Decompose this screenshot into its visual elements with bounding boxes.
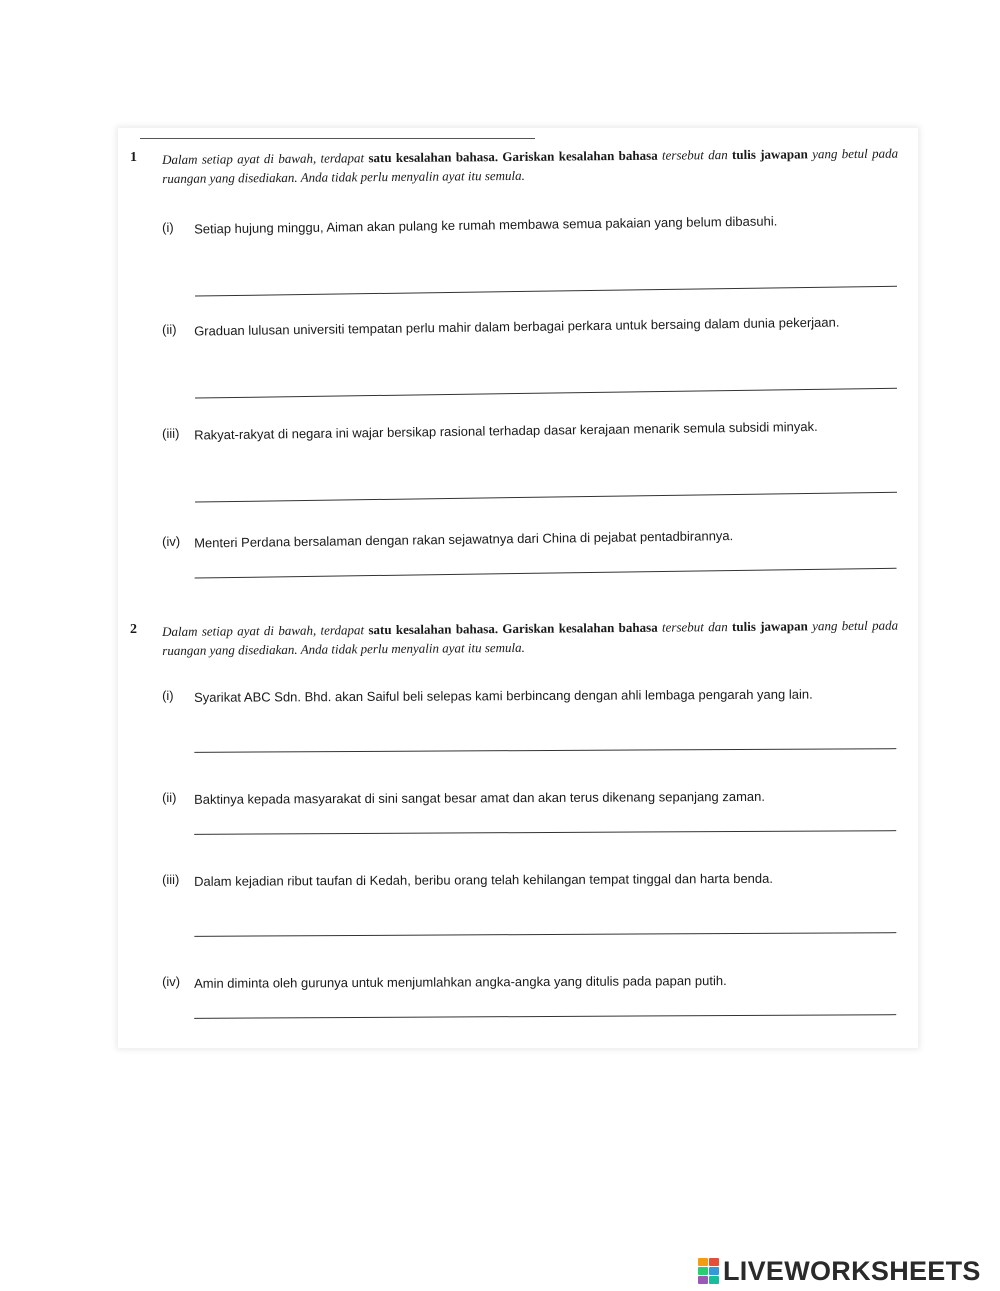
question-number: 1 (130, 150, 137, 165)
item-number: (iv) (162, 533, 181, 549)
question-instruction: Dalam setiap ayat di bawah, terdapat satu kesalahan bahasa. Gariskan kesalahan bahasa tersebut dan tulis jawapan yang betul pada ruangan yang disediakan. Anda tidak perlu menyalin ayat itu semula. (162, 617, 899, 658)
scanned-worksheet (118, 128, 918, 1048)
logo-square (709, 1267, 719, 1275)
item-number: (iii) (162, 871, 180, 887)
item-number: (i) (162, 687, 174, 703)
item-sentence: Graduan lulusan universiti tempatan perlu mahir dalam berbagai perkara untuk bersaing dalam dunia pekerjaan. (194, 314, 840, 339)
item-sentence: Dalam kejadian ribut taufan di Kedah, beribu orang telah kehilangan tempat tinggal dan harta benda. (194, 870, 773, 889)
item-number: (iv) (162, 973, 181, 989)
logo-square (698, 1276, 708, 1284)
item-number: (ii) (162, 321, 177, 337)
question-number: 2 (130, 622, 137, 637)
item-number: (i) (162, 219, 174, 235)
item-sentence: Menteri Perdana bersalaman dengan rakan sejawatnya dari China di pejabat pentadbirannya. (194, 528, 734, 551)
item-sentence: Rakyat-rakyat di negara ini wajar bersikap rasional terhadap dasar kerajaan menarik semula subsidi minyak. (194, 418, 818, 443)
question-instruction: Dalam setiap ayat di bawah, terdapat satu kesalahan bahasa. Gariskan kesalahan bahasa tersebut dan tulis jawapan yang betul pada ruangan yang disediakan. Anda tidak perlu menyalin ayat itu semula. (162, 145, 899, 186)
item-number: (ii) (162, 789, 177, 805)
logo-square (709, 1276, 719, 1284)
logo-square (698, 1258, 708, 1266)
item-sentence: Baktinya kepada masyarakat di sini sangat besar amat dan akan terus dikenang sepanjang zaman. (194, 788, 766, 807)
item-sentence: Setiap hujung minggu, Aiman akan pulang ke rumah membawa semua pakaian yang belum dibasuhi. (194, 213, 778, 237)
logo-text: LIVEWORKSHEETS (723, 1255, 981, 1286)
logo-square (709, 1258, 719, 1266)
item-number: (iii) (162, 425, 180, 441)
item-sentence: Syarikat ABC Sdn. Bhd. akan Saiful beli selepas kami berbincang dengan ahli lembaga pengarah yang lain. (194, 686, 813, 705)
liveworksheets-logo (698, 1255, 981, 1286)
top-divider (140, 138, 535, 139)
logo-icon (698, 1258, 719, 1284)
logo-square (698, 1267, 708, 1275)
item-sentence: Amin diminta oleh gurunya untuk menjumlahkan angka-angka yang ditulis pada papan putih. (194, 973, 727, 991)
